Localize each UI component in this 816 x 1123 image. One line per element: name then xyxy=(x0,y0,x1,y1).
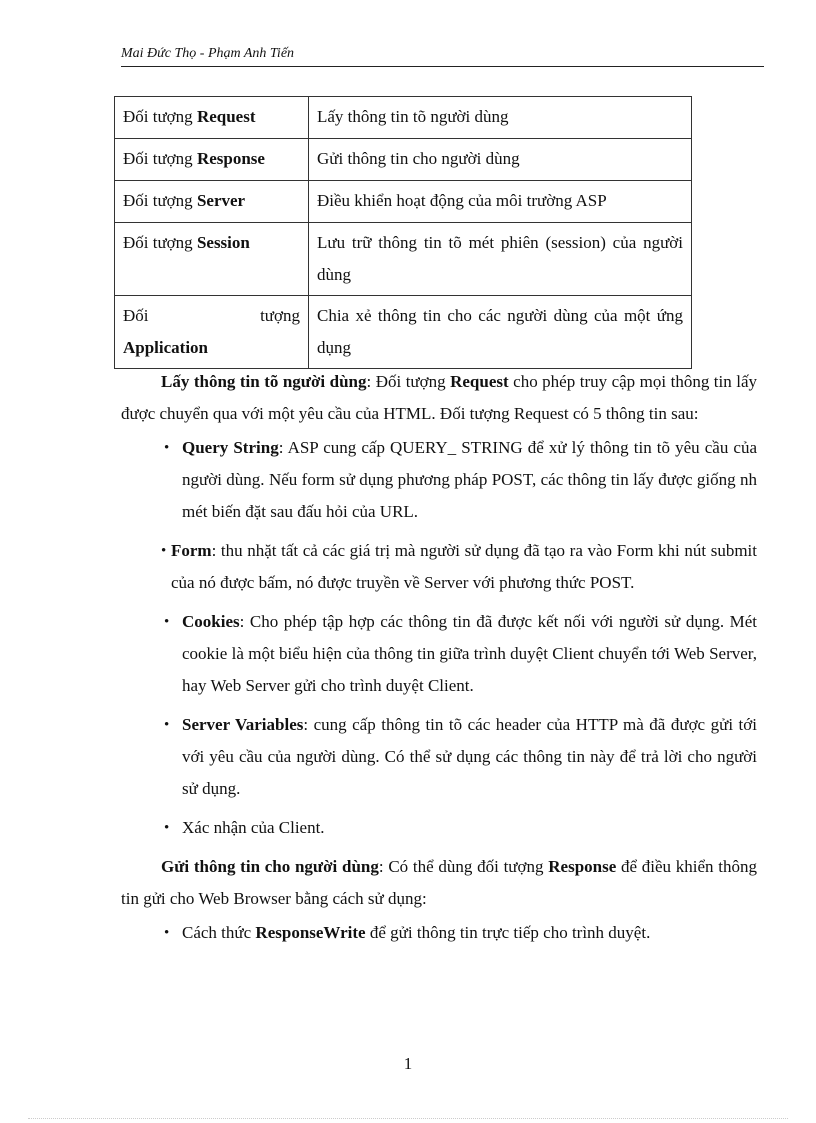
page-header xyxy=(121,46,764,67)
table-row xyxy=(115,296,692,369)
table-cell-description: Chia xẻ thông tin cho các người dùng của một ứng dụng xyxy=(309,296,692,369)
table-row xyxy=(115,181,692,223)
table-row xyxy=(115,223,692,296)
table-row xyxy=(115,139,692,181)
list-item: • Form: thu nhặt tất cả các giá trị mà người sử dụng đã tạo ra vào Form khi nút submit của nó được bấm, nó được truyền về Server với phương thức POST. xyxy=(121,535,757,599)
footer-divider xyxy=(28,1118,788,1119)
list-item: • Cách thức ResponseWrite để gửi thông tin trực tiếp cho trình duyệt. xyxy=(121,917,757,949)
paragraph-response: Gửi thông tin cho người dùng: Có thể dùng đối tượng Response để điều khiển thông tin gửi cho Web Browser bằng cách sử dụng: xyxy=(121,857,757,908)
table-cell-object: Đối tượng Response xyxy=(115,139,309,181)
bullet-icon: • xyxy=(164,820,170,836)
bullet-icon: • xyxy=(164,440,170,456)
table-cell-description: Điều khiển hoạt động của môi trường ASP xyxy=(309,181,692,223)
table-cell-object: Đối tượng Request xyxy=(115,97,309,139)
paragraph-request: Lấy thông tin tõ người dùng: Đối tượng Request cho phép truy cập mọi thông tin lấy được chuyển qua với một yêu cầu của HTML. Đối tượng Request có 5 thông tin sau: xyxy=(121,372,757,423)
response-method-list xyxy=(121,917,757,949)
bullet-icon: • xyxy=(161,543,167,559)
list-item: • Server Variables: cung cấp thông tin tõ các header của HTTP mà đã được gửi tới với yêu cầu của người dùng. Có thể sử dụng các thông tin này để trả lời cho người sử dụng. xyxy=(121,709,757,805)
list-item: • Cookies: Cho phép tập hợp các thông tin đã được kết nối với người sử dụng. Mét cookie là một biểu hiện của thông tin giữa trình duyệt Client chuyển tới Web Server, hay Web Server gửi cho trình duyệt Client. xyxy=(121,606,757,702)
bullet-icon: • xyxy=(164,925,170,941)
table-cell-description: Lưu trữ thông tin tõ mét phiên (session) của người dùng xyxy=(309,223,692,296)
header-author: Mai Đức Thọ - Phạm Anh Tiến xyxy=(121,46,295,61)
table-cell-object: Đối tượng Server xyxy=(115,181,309,223)
document-body xyxy=(121,366,757,956)
page-number: 1 xyxy=(403,1054,413,1073)
request-info-list xyxy=(121,432,757,844)
list-item: • Query String: ASP cung cấp QUERY_ STRING để xử lý thông tin tõ yêu cầu của người dùng. Nếu form sử dụng phương pháp POST, các thông tin lấy được giống nh mét biến đặt sau đấu hỏi của URL. xyxy=(121,432,757,528)
table-row xyxy=(115,97,692,139)
bullet-icon: • xyxy=(164,717,170,733)
asp-objects-table xyxy=(114,96,692,369)
table-cell-object: Đối tượng Application xyxy=(115,296,309,369)
list-item: • Xác nhận của Client. xyxy=(121,812,757,844)
table-cell-description: Lấy thông tin tõ người dùng xyxy=(309,97,692,139)
table-cell-object: Đối tượng Session xyxy=(115,223,309,296)
bullet-icon: • xyxy=(164,614,170,630)
table-cell-description: Gửi thông tin cho người dùng xyxy=(309,139,692,181)
